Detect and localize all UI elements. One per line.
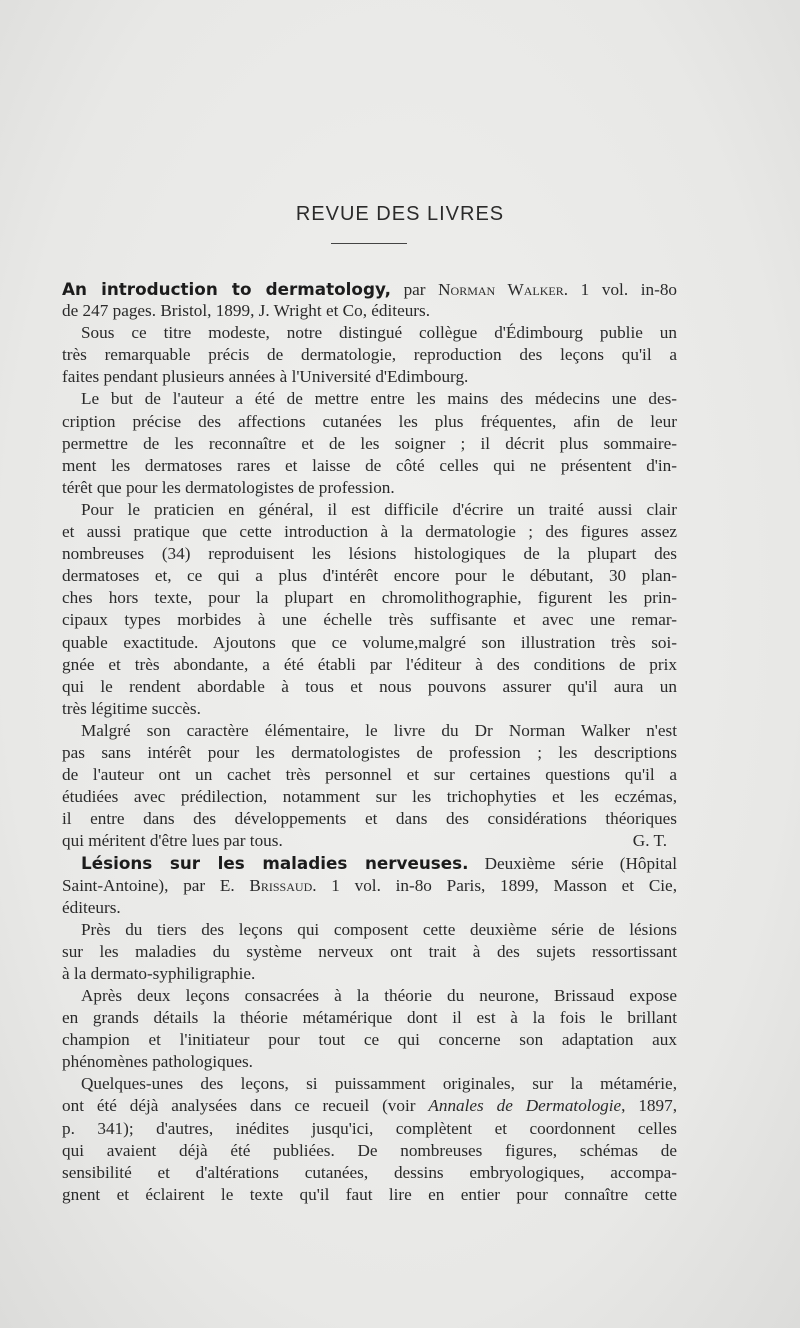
paragraph-line: Le but de l'auteur a été de mettre entre les mains des médecins une des-: [81, 389, 677, 409]
paragraph-line: cription précise des affections cutanées les plus fréquentes, afin de leur: [62, 411, 677, 431]
page-heading: REVUE DES LIVRES: [295, 203, 505, 225]
paragraph-line: Quelques-unes des leçons, si puissamment originales, sur la métamérie,: [81, 1074, 677, 1094]
paragraph-line: sensibilité et d'altérations cutanées, dessins embryologiques, accompa-: [62, 1162, 677, 1182]
paragraph-line: nombreuses (34) reproduisent les lésions histologiques de la plupart des: [62, 544, 677, 564]
review2-header-line: Lésions sur les maladies nerveuses. Deuxième série (Hôpital: [81, 853, 677, 874]
paragraph-line: ches hors texte, pour la plupart en chromolithographie, figurent les prin-: [62, 588, 677, 608]
paragraph-line: Après deux leçons consacrées à la théorie du neurone, Brissaud expose: [81, 986, 677, 1005]
paragraph-line: très remarquable précis de dermatologie, reproduction des leçons qu'il a: [62, 345, 677, 365]
paragraph-line: phénomènes pathologiques.: [62, 1052, 253, 1072]
paragraph-line: Malgré son caractère élémentaire, le livre du Dr Norman Walker n'est: [81, 720, 677, 740]
paragraph-line: étudiées avec prédilection, notamment sur les trichophyties et les eczémas,: [62, 787, 677, 807]
paragraph-line: faites pendant plusieurs années à l'Université d'Edimbourg.: [62, 367, 469, 387]
paragraph-line: p. 341); d'autres, inédites jusqu'ici, complètent et coordonnent celles: [62, 1118, 677, 1138]
paragraph-line: térêt que pour les dermatologistes de profession.: [62, 477, 395, 497]
journal-title: Annales de Dermatologie: [428, 1096, 622, 1116]
paragraph-line: très légitime succès.: [62, 698, 201, 718]
paragraph-line: pas sans intérêt pour les dermatologistes de profession ; les descriptions: [62, 742, 677, 762]
review1-publication: de 247 pages. Bristol, 1899, J. Wright et Co, éditeurs.: [62, 301, 431, 321]
paragraph-line: Près du tiers des leçons qui composent cette deuxième série de lésions: [81, 919, 677, 939]
review2-publication-end: éditeurs.: [62, 897, 121, 917]
paragraph-line: qui le rendent abordable à tous et nous pouvons assurer qu'il aura un: [62, 676, 677, 696]
paragraph-line: Pour le praticien en général, il est difficile d'écrire un traité aussi clair: [81, 499, 677, 519]
review2-title: Lésions sur les maladies nerveuses.: [81, 853, 469, 874]
paragraph-line: de l'auteur ont un cachet très personnel et sur certaines questions qu'il a: [62, 765, 677, 785]
review1-author: Norman Walker: [438, 280, 564, 299]
review2-author: Brissaud: [249, 875, 313, 895]
heading-rule: [331, 243, 407, 244]
paragraph-line: dermatoses et, ce qui a plus d'intérêt encore pour le débutant, 30 plan-: [62, 566, 677, 586]
paragraph-line: sur les maladies du système nerveux ont trait à des sujets ressortissant: [62, 941, 677, 961]
review1-signature: G. T.: [632, 831, 667, 851]
paragraph-line: quable exactitude. Ajoutons que ce volume,malgré son illustration très soi-: [62, 632, 677, 652]
paragraph-line: à la dermato-syphiligraphie.: [62, 963, 256, 983]
paragraph-line: cipaux types morbides à une échelle très suffisante et avec une remar-: [62, 610, 677, 630]
paragraph-line: permettre de les reconnaître et de les soigner ; il décrit plus sommaire-: [62, 433, 677, 453]
review2-publication: Saint-Antoine), par E. Brissaud. 1 vol. in-8o Paris, 1899, Masson et Cie,: [62, 875, 677, 895]
paragraph-line: il entre dans des développements et dans des considérations théoriques: [62, 809, 677, 829]
paragraph-line: et aussi pratique que cette introduction à la dermatologie ; des figures assez: [62, 522, 677, 542]
paragraph-line: ment les dermatoses rares et laisse de côté celles qui ne présentent d'in-: [62, 455, 677, 475]
paragraph-line: Sous ce titre modeste, notre distingué collègue d'Édimbourg publie un: [81, 323, 677, 343]
paragraph-line: gnent et éclairent le texte qu'il faut lire en entier pour connaître cette: [62, 1184, 677, 1204]
review1-header-line: An introduction to dermatology, par Norman Walker. 1 vol. in-8o: [62, 279, 678, 299]
paragraph-line: gnée et très abondante, a été établi par l'éditeur à des conditions de prix: [62, 654, 677, 674]
paragraph-line: qui méritent d'être lues par tous. G. T.: [62, 830, 677, 852]
paragraph-line: qui avaient déjà été publiées. De nombreuses figures, schémas de: [62, 1140, 677, 1160]
paragraph-line: ont été déjà analysées dans ce recueil (voir Annales de Dermatologie, 1897,: [62, 1096, 678, 1116]
paragraph-line: en grands détails la théorie métamérique dont il est à la fois le brillant: [62, 1008, 677, 1028]
paragraph-line: champion et l'initiateur pour tout ce qui concerne son adaptation aux: [62, 1030, 677, 1050]
article-body: [62, 278, 677, 1206]
review1-title: An introduction to dermatology,: [62, 279, 391, 299]
